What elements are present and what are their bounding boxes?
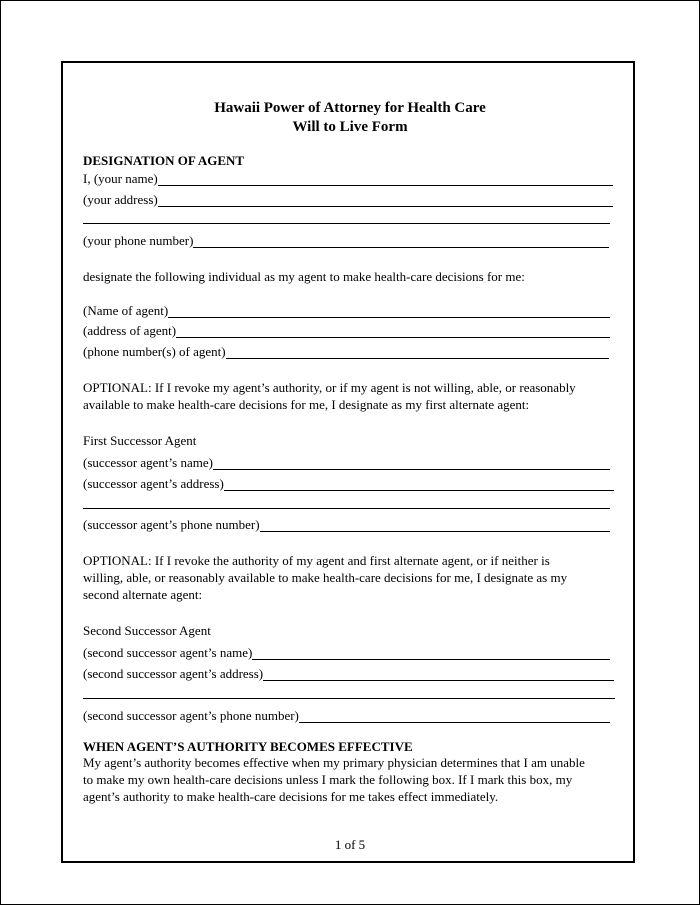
second-successor-name-line[interactable] bbox=[252, 647, 610, 660]
effective-line2: to make my own health-care decisions unless I mark the following box. If I mark this box, my bbox=[83, 772, 573, 787]
agent-name-field[interactable] bbox=[83, 302, 610, 318]
your-phone-field[interactable] bbox=[83, 232, 609, 248]
agent-name-label: (Name of agent) bbox=[83, 303, 169, 318]
first-successor-phone-field[interactable] bbox=[83, 516, 610, 532]
your-address-field[interactable] bbox=[83, 191, 613, 207]
address-extra-line[interactable] bbox=[83, 223, 610, 224]
agent-name-line[interactable] bbox=[168, 305, 610, 318]
effective-line1: My agent’s authority becomes effective when my primary physician determines that I am unable bbox=[83, 755, 585, 770]
first-successor-address-label: (successor agent’s address) bbox=[83, 476, 224, 491]
second-successor-phone-label: (second successor agent’s phone number) bbox=[83, 708, 299, 723]
agent-address-field[interactable] bbox=[83, 322, 610, 338]
optional2-line2: willing, able, or reasonably available to make health-care decisions for me, I designate as my bbox=[83, 570, 568, 585]
agent-address-label: (address of agent) bbox=[83, 323, 177, 338]
first-successor-name-field[interactable] bbox=[83, 454, 610, 470]
second-successor-address-field[interactable] bbox=[83, 665, 614, 681]
first-successor-phone-line[interactable] bbox=[260, 519, 610, 532]
agent-address-line[interactable] bbox=[176, 325, 610, 338]
your-name-line[interactable] bbox=[158, 173, 613, 186]
agent-phone-field[interactable] bbox=[83, 343, 609, 359]
second-successor-extra-line[interactable] bbox=[83, 698, 615, 699]
effective-heading: WHEN AGENT’S AUTHORITY BECOMES EFFECTIVE bbox=[83, 739, 413, 754]
your-address-label: (your address) bbox=[83, 192, 158, 207]
page-number: 1 of 5 bbox=[334, 837, 366, 852]
form-title: Hawaii Power of Attorney for Health Care bbox=[214, 100, 486, 116]
second-successor-phone-field[interactable] bbox=[83, 707, 610, 723]
effective-line3: agent’s authority to make health-care decisions for me takes effect immediately. bbox=[83, 789, 499, 804]
your-phone-line[interactable] bbox=[193, 235, 609, 248]
second-successor-name-label: (second successor agent’s name) bbox=[83, 645, 253, 660]
second-successor-name-field[interactable] bbox=[83, 644, 610, 660]
second-successor-heading: Second Successor Agent bbox=[83, 623, 211, 638]
agent-phone-line[interactable] bbox=[226, 346, 609, 359]
first-successor-name-label: (successor agent’s name) bbox=[83, 455, 213, 470]
optional1-line2: available to make health-care decisions for me, I designate as my first alternate agent: bbox=[83, 397, 530, 412]
optional2-line3: second alternate agent: bbox=[83, 587, 203, 602]
first-successor-address-field[interactable] bbox=[83, 475, 614, 491]
form-subtitle: Will to Live Form bbox=[292, 119, 408, 135]
designation-heading: DESIGNATION OF AGENT bbox=[83, 153, 245, 168]
first-successor-extra-line[interactable] bbox=[83, 508, 610, 509]
first-successor-heading: First Successor Agent bbox=[83, 433, 197, 448]
agent-phone-label: (phone number(s) of agent) bbox=[83, 344, 226, 359]
your-address-line[interactable] bbox=[158, 194, 613, 207]
first-successor-phone-label: (successor agent’s phone number) bbox=[83, 517, 260, 532]
second-successor-address-line[interactable] bbox=[263, 668, 614, 681]
your-name-label: I, (your name) bbox=[83, 171, 158, 186]
designate-text: designate the following individual as my agent to make health-care decisions for me: bbox=[83, 269, 525, 284]
your-phone-label: (your phone number) bbox=[83, 233, 194, 248]
optional2-line1: OPTIONAL: If I revoke the authority of my agent and first alternate agent, or if neither is bbox=[83, 553, 550, 568]
second-successor-address-label: (second successor agent’s address) bbox=[83, 666, 264, 681]
optional1-line1: OPTIONAL: If I revoke my agent’s authority, or if my agent is not willing, able, or reasonably bbox=[83, 380, 576, 395]
first-successor-name-line[interactable] bbox=[213, 457, 610, 470]
first-successor-address-line[interactable] bbox=[224, 478, 614, 491]
your-name-field[interactable] bbox=[83, 170, 613, 186]
second-successor-phone-line[interactable] bbox=[299, 710, 610, 723]
